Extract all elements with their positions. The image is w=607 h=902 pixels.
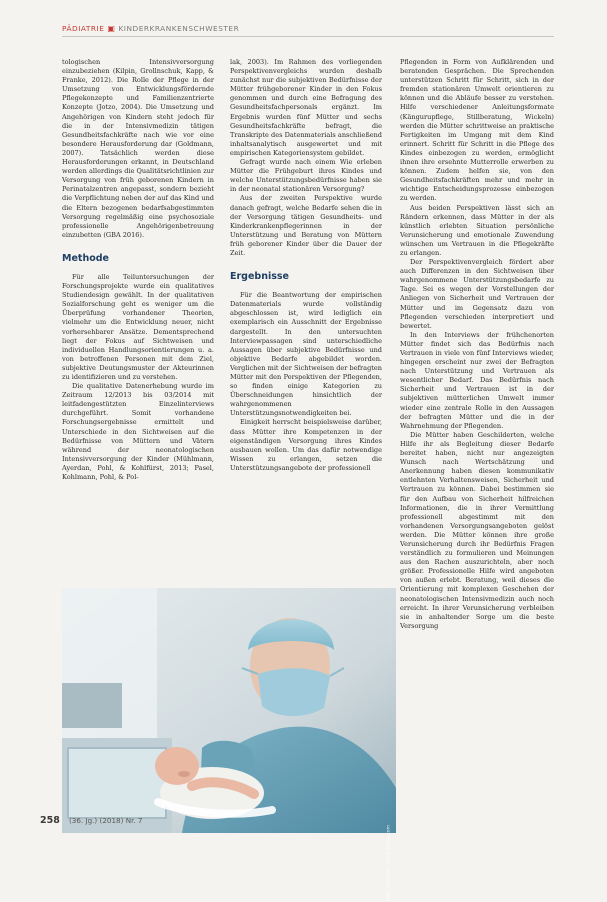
- page-footer: [40, 808, 143, 827]
- paragraph: Die Mütter haben Geschilderten, welche Hilfe ihr als Begleitung dieser Bedarfe bereitet haben, nicht nur angezeigten Wunsch nach Wertschätzung und Anerkennung haben diesen kommunikativ entlehnten Verhaltensweisen, Sicherheit und Vertrauen zu können. Dabei bestimmen sie für den Aufbau von Sicherheit hilfreichen Informationen, die in ihrer Vermittlung professionell abgestimmt mit den vorhandenen Versorgungsangeboten gelöst werden. Die Mütter können ihre große Verunsicherung durch ihr Bedürfnis Fragen verständlich zu formulieren und Meinungen aus den Rachen auszurichteln, aber noch größer. Professionelle Hilfe wird angeboten von außen erlebt. Beratung, weil dieses die Orientierung mit komplexen Geschehen der neonatologischen Intensivmedizin auch noch erreicht. In ihrer Verunsicherung verbleiben sie in anhaltender Sorge um die beste Versorgung: [400, 430, 554, 630]
- paragraph: lak, 2003). Im Rahmen des vorliegenden Perspektivenvergleichs wurden deshalb zunächst nur die subjektiven Bedürfnisse der Mütter frühgeborener Kinder in den Fokus genommen und durch eine Befragung des Gesundheitsfachpersonals ergänzt. Im Ergebnis wurden fünf Mütter und sechs Gesundheitsfachkräfte befragt, die Transkripte des Datenmaterials anschließend inhaltsanalytisch ausgewertet und mit empirischen Kategoriensystem gebildet.: [230, 58, 382, 157]
- text-column-1: [62, 58, 214, 482]
- header-subtitle: KINDERKRANKENSCHWESTER: [118, 24, 240, 33]
- paragraph: Der Perspektivenvergleich fördert aber auch Differenzen in den Sichtweisen über wahrgenommene Unterstützungsbedarfe zu Tage. Sei es wegen der Vorstellungen der Anliegen von Sicherheit und Vertrauen der Mütter und im Gegensatz dazu von Pflegenden verschieden interpretiert und bewertet.: [400, 258, 554, 330]
- running-header: [62, 24, 239, 33]
- paragraph: Für die Beantwortung der empirischen Datenmaterials wurde vollständig abgeschlossen ist, wird lediglich ein exemplarisch ein Ausschnitt der Ergebnisse dargestellt. In den untersuchten Interviewpassagen sind unterschiedliche Aussagen über subjektive Bedürfnisse und objektive Bedarfe abgebildet worden. Verglichen mit der Sichtweisen der befragten Mütter mit den Perspektiven der Pflegenden, so finden einige Kategorien zu Überschneidungen hinsichtlich der wahrgenommenen Unterstützungsnotwendigkeiten bei.: [230, 291, 382, 418]
- paragraph: tologischen Intensivversorgung einzubeziehen (Kilpin, Grollnschuk, Kapp, & Franke, 2012). Die Rolle der Pflege in der Umsetzung von Entwicklungsfördernde Pflegekonzepte und Familienzentrierte Konzepte (Jotzo, 2004). Die Umsetzung und Angehörigen von Kindern steht jedoch für die in der Intensivmedizin tätigen Gesundheitsfachkräfte nach wie vor eine besondere Herausforderung dar (Goldmann, 2007). Tatsächlich werden diese Herausforderungen erkannt, in Deutschland werden allerdings die Qualitätsrichtlinien zur Versorgung von früh geborenen Kindern in Perinatalzentren angepasst, sondern bezieht die Verpflichtung neben der auf das Kind und die Eltern bezogenen bedarfsabgestimmten Versorgung regelmäßig eine psychosoziale professionelle Angehörigenbetreuung einzubetten (GBA 2016).: [62, 58, 214, 239]
- section-heading-ergebnisse: Ergebnisse: [230, 271, 289, 283]
- square-bullet-icon: ▣: [107, 24, 116, 33]
- paragraph: In den Interviews der frühchenorten Mütter findet sich das Bedürfnis nach Vertrauen in viele von fünf Interviews wieder, hingegen erscheint nur zwei der Befragten nach Unterstützung und Vertrauen als wesentlicher Bedarf. Das Bedürfnis nach Sicherheit und Vertrauen ist in der subjektiven mütterlichen Umwelt immer wieder eine zentrale Rolle in den Aussagen der befragten Mütter und die in der Wahrnehmung der Pflegenden.: [400, 330, 554, 430]
- paragraph: Aus der zweiten Perspektive wurde danach gefragt, welche Bedarfe sehen die in der Versorgung tätigen Gesundheits- und Kinderkrankenpflegerinnen in der Unterstützung und Beratung von Müttern früh geborener Kinder über die Dauer der Zeit.: [230, 194, 382, 257]
- section-label: PÄDIATRIE: [62, 24, 105, 33]
- page-number: 258: [40, 815, 60, 826]
- text-column-3: [400, 58, 554, 631]
- nurse-holding-newborn-photo: [62, 588, 396, 902]
- text-column-2: [230, 58, 382, 473]
- header-rule: [62, 36, 554, 37]
- volume-info: (36. Jg.) (2018) Nr. 7: [68, 816, 143, 825]
- photo-credit: Foto: Halfpoint – stock.adobe.com: [387, 825, 392, 902]
- paragraph: Gefragt wurde nach einem Wie erleben Mütter die Frühgeburt ihres Kindes und welche Unterstützungsbedürfnisse haben sie in der neonatal stationären Versorgung?: [230, 158, 382, 194]
- paragraph: Pflegenden in Form von Aufklärenden und beratenden Gesprächen. Die Sprechenden unterstützen Schritt für Schritt, sich in der fremden stationären Umwelt orientieren zu können und die Abläufe besser zu verstehen. Hilfe verschiedener Anleitungsformate (Kängurupflege, Stillberatung, Wickeln) werden die Mütter schrittweise an praktische Fertigkeiten im Umgang mit dem Kind erinnert. Schritt für Schritt in die Pflege des Kindes einbezogen zu werden, ermöglicht ihnen ihre ersehnte Mutterrolle erwerben zu können. Zudem helfen sie, von den Gesundheitsfachkräften mehr und mehr in wichtige Entscheidungsprozesse einbezogen zu werden.: [400, 58, 554, 203]
- paragraph: Aus beiden Perspektiven lässt sich an Rändern erkennen, dass Mütter in der als künstlich erlebten Situation persönliche Verunsicherung und emotionale Zuwendung wünschen um Vertrauen in die Pflegekräfte zu erlangen.: [400, 203, 554, 257]
- paragraph: Für alle Teiluntersuchungen der Forschungsprojekte wurde ein qualitatives Studiendesign gewählt. In der qualitativen Sozialforschung geht es weniger um die Überprüfung vorhandener Theorien, vielmehr um die Entwicklung neuer, nicht vorhersehbarer Ansätze. Dementsprechend liegt der Fokus auf Sichtweisen und individuellen Handlungsorientierungen u. a. von betroffenen Personen mit dem Ziel, subjektive Deutungsmuster der Akteurinnen zu identifizieren und zu verstehen.: [62, 272, 214, 381]
- photo-illustration: [62, 588, 396, 833]
- section-heading-methode: Methode: [62, 252, 109, 264]
- paragraph: Die qualitative Datenerhebung wurde im Zeitraum 12/2013 bis 03/2014 mit leitfadengestützten Einzelinterviews durchgeführt. Somit vorhandene Forschungsergebnisse ermittelt und Unterschiede in den Sichtweisen auf die Bedürfnisse von Müttern und Vätern während der neonatologischen Intensivversorgung der Kinder (Mühlmann, Ayerdan, Pohl, & Kohlfürst, 2013; Pasel, Kohlmann, Pohl, & Pol-: [62, 382, 214, 482]
- paragraph: Einigkeit herrscht beispielsweise darüber, dass Mütter ihre Kompetenzen in der eigenständigen Versorgung ihres Kindes ausbauen wollen. Um das dafür notwendige Wissen zu erlangen, setzen die Unterstützungsangebote der professionell: [230, 418, 382, 472]
